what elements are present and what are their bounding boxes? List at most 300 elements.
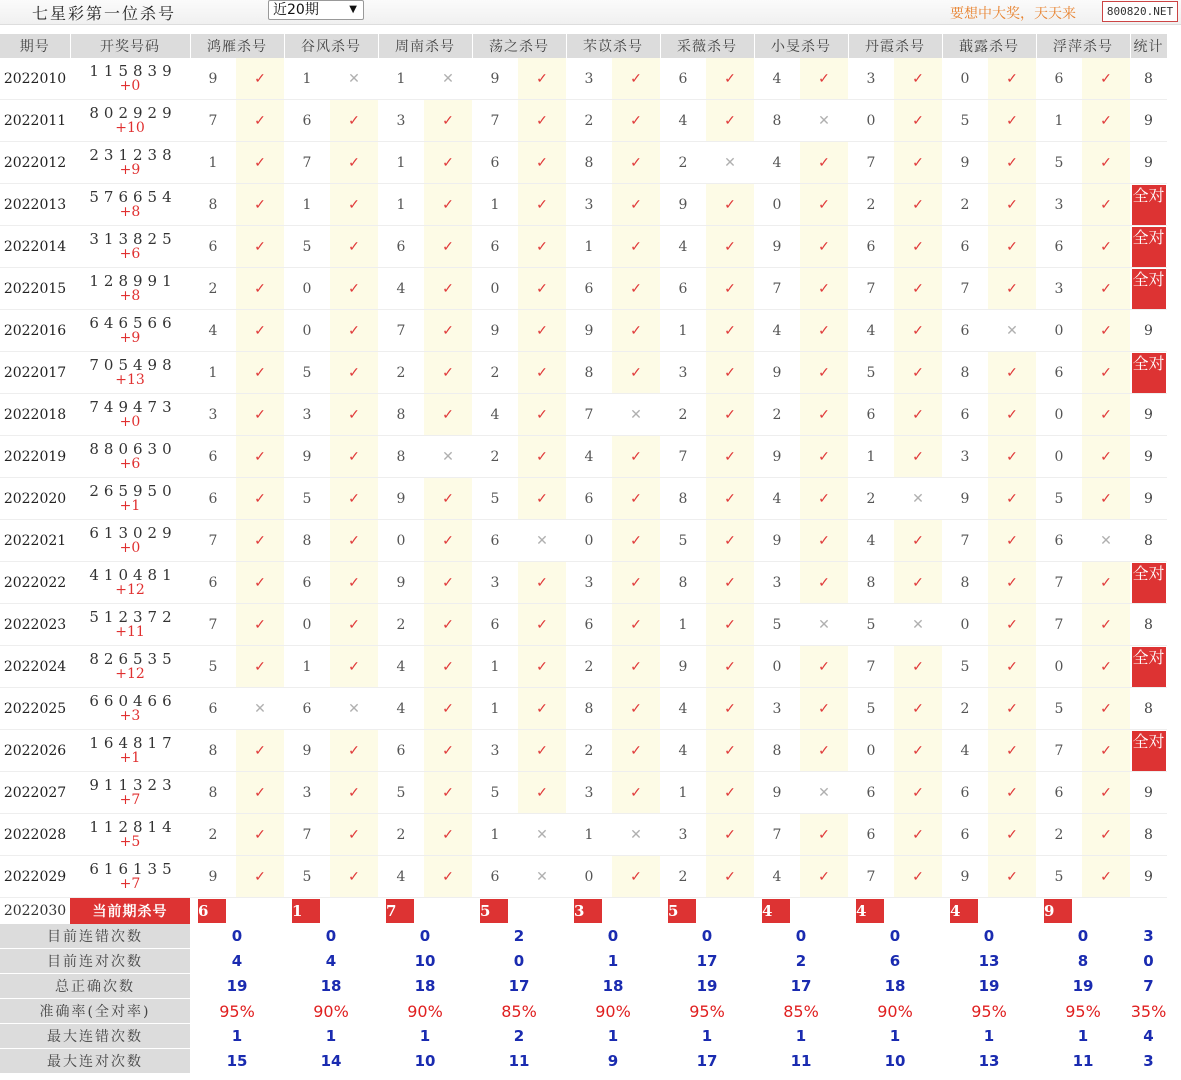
summary-value: 0 [1077, 927, 1089, 945]
check-icon: ✓ [706, 562, 754, 604]
kill-number-cell: 8 [284, 520, 330, 562]
kill-number-cell: 2 [754, 394, 800, 436]
check-icon: ✓ [988, 436, 1036, 478]
table-row [0, 814, 1167, 856]
check-icon: ✓ [424, 814, 472, 856]
period-cell: 2022016 [0, 310, 70, 352]
summary-value-cell [754, 1024, 848, 1049]
kill-number-cell: 2 [472, 436, 518, 478]
kill-number-cell: 2 [378, 604, 424, 646]
current-kill-number: 6 [198, 899, 226, 923]
check-icon: ✓ [1082, 226, 1130, 268]
check-icon: ✓ [800, 226, 848, 268]
kill-number-cell: 6 [1036, 58, 1082, 100]
current-kill-number: 4 [856, 899, 884, 923]
kill-number-cell: 4 [848, 520, 894, 562]
check-icon: ✓ [330, 352, 378, 394]
kill-number-cell: 0 [284, 310, 330, 352]
kill-number-cell: 8 [660, 562, 706, 604]
check-icon: ✓ [330, 184, 378, 226]
table-row [0, 562, 1167, 604]
check-icon: ✓ [236, 142, 284, 184]
summary-value-cell [848, 1049, 942, 1074]
check-icon: ✓ [800, 646, 848, 688]
summary-value-cell [942, 1049, 1036, 1074]
check-icon: ✓ [1082, 352, 1130, 394]
kill-number-cell: 5 [660, 520, 706, 562]
summary-value-cell [754, 974, 848, 999]
kill-number-cell: 9 [190, 58, 236, 100]
period-range-select[interactable] [268, 0, 364, 20]
kill-number-cell: 5 [1036, 688, 1082, 730]
kill-number-cell: 6 [848, 226, 894, 268]
summary-value: 1 [795, 1027, 807, 1045]
kill-number-cell: 0 [284, 268, 330, 310]
kill-number-cell: 7 [848, 646, 894, 688]
kill-number-cell: 8 [566, 142, 612, 184]
kill-number-cell: 3 [284, 394, 330, 436]
table-row [0, 730, 1167, 772]
kill-number-cell: 3 [566, 562, 612, 604]
check-icon: ✓ [330, 478, 378, 520]
summary-value-cell [284, 949, 378, 974]
kill-number-cell: 7 [848, 856, 894, 898]
current-kill-cell [660, 898, 754, 925]
check-icon: ✓ [1082, 142, 1130, 184]
check-icon: ✓ [800, 688, 848, 730]
winning-number-cell [70, 562, 190, 604]
kill-number-cell: 1 [378, 184, 424, 226]
summary-value-cell [284, 1024, 378, 1049]
kill-number-cell: 5 [472, 478, 518, 520]
col-header-expert: 采薇杀号 [660, 34, 754, 58]
cross-icon: ✕ [424, 58, 472, 100]
period-cell: 2022026 [0, 730, 70, 772]
summary-value: 85% [783, 1001, 819, 1021]
check-icon: ✓ [612, 646, 660, 688]
check-icon: ✓ [236, 226, 284, 268]
summary-value-cell [848, 1024, 942, 1049]
summary-value-cell [1036, 949, 1130, 974]
kill-number-cell: 3 [754, 688, 800, 730]
summary-value: 2 [513, 1027, 525, 1045]
check-icon: ✓ [1082, 58, 1130, 100]
check-icon: ✓ [424, 100, 472, 142]
current-kill-number: 1 [292, 899, 320, 923]
winning-number-cell [70, 814, 190, 856]
check-icon: ✓ [706, 436, 754, 478]
check-icon: ✓ [800, 268, 848, 310]
summary-value-cell [566, 999, 660, 1024]
winning-number-cell [70, 142, 190, 184]
summary-value: 19 [696, 977, 718, 995]
summary-stat-value: 3 [1143, 1052, 1154, 1070]
summary-value-cell [660, 924, 754, 949]
summary-value-cell [472, 974, 566, 999]
kill-number-cell: 8 [754, 730, 800, 772]
period-cell: 2022023 [0, 604, 70, 646]
kill-number-cell: 3 [472, 730, 518, 772]
summary-value-cell [660, 974, 754, 999]
cross-icon: ✕ [330, 58, 378, 100]
summary-value: 1 [231, 1027, 243, 1045]
kill-number-cell: 4 [660, 730, 706, 772]
check-icon: ✓ [518, 646, 566, 688]
table-row [0, 100, 1167, 142]
winning-digits: 613029 [89, 523, 177, 542]
kill-number-cell: 7 [754, 814, 800, 856]
table-row [0, 394, 1167, 436]
check-icon: ✓ [706, 100, 754, 142]
summary-value: 19 [1072, 977, 1094, 995]
check-icon: ✓ [612, 310, 660, 352]
summary-value: 1 [983, 1027, 995, 1045]
check-icon: ✓ [330, 562, 378, 604]
summary-value-cell [754, 999, 848, 1024]
kill-number-cell: 5 [942, 646, 988, 688]
winning-span-value: +1 [119, 497, 141, 514]
summary-value: 0 [607, 927, 619, 945]
check-icon: ✓ [236, 268, 284, 310]
summary-value-cell [942, 999, 1036, 1024]
summary-value: 10 [414, 952, 436, 970]
winning-span-value: +7 [119, 875, 141, 892]
summary-value: 18 [884, 977, 906, 995]
kill-number-cell: 4 [660, 226, 706, 268]
summary-value: 9 [607, 1052, 619, 1070]
check-icon: ✓ [612, 772, 660, 814]
check-icon: ✓ [612, 184, 660, 226]
kill-number-cell: 1 [284, 58, 330, 100]
kill-number-cell: 6 [1036, 520, 1082, 562]
check-icon: ✓ [518, 310, 566, 352]
check-icon: ✓ [518, 730, 566, 772]
table-row [0, 856, 1167, 898]
check-icon: ✓ [518, 478, 566, 520]
winning-digits: 164817 [89, 733, 177, 752]
kill-number-cell: 4 [378, 688, 424, 730]
kill-number-cell: 7 [190, 520, 236, 562]
summary-value: 0 [795, 927, 807, 945]
check-icon: ✓ [424, 478, 472, 520]
check-icon: ✓ [706, 730, 754, 772]
summary-value: 11 [1072, 1052, 1094, 1070]
winning-digits: 705498 [89, 355, 177, 374]
summary-value: 0 [513, 952, 525, 970]
check-icon: ✓ [424, 730, 472, 772]
cross-icon: ✕ [612, 814, 660, 856]
kill-number-cell: 6 [190, 478, 236, 520]
winning-digits: 826535 [89, 649, 177, 668]
kill-number-cell: 3 [660, 814, 706, 856]
kill-number-cell: 2 [848, 478, 894, 520]
table-row [0, 646, 1167, 688]
winning-digits: 880630 [89, 439, 177, 458]
summary-value-cell [284, 974, 378, 999]
check-icon: ✓ [706, 772, 754, 814]
winning-digits: 911323 [89, 775, 177, 794]
stat-cell: 9 [1130, 100, 1167, 142]
check-icon: ✓ [330, 520, 378, 562]
winning-digits: 128991 [89, 271, 177, 290]
winning-span-value: +1 [119, 749, 141, 766]
summary-row [0, 1024, 1167, 1049]
check-icon: ✓ [236, 394, 284, 436]
check-icon: ✓ [894, 814, 942, 856]
winning-number-cell [70, 184, 190, 226]
winning-digits: 115839 [89, 61, 177, 80]
kill-number-cell: 6 [472, 856, 518, 898]
check-icon: ✓ [988, 646, 1036, 688]
kill-number-cell: 2 [942, 688, 988, 730]
kill-number-cell: 5 [1036, 478, 1082, 520]
check-icon: ✓ [518, 142, 566, 184]
kill-number-cell: 1 [660, 604, 706, 646]
summary-value-cell [942, 924, 1036, 949]
summary-row [0, 974, 1167, 999]
stat-cell: 9 [1130, 142, 1167, 184]
all-correct-badge: 全对 [1132, 227, 1166, 267]
kill-number-cell: 9 [378, 478, 424, 520]
col-header-stats: 统计 [1130, 34, 1167, 58]
kill-number-cell: 5 [942, 100, 988, 142]
check-icon: ✓ [424, 226, 472, 268]
check-icon: ✓ [424, 856, 472, 898]
check-icon: ✓ [330, 856, 378, 898]
current-kill-cell [566, 898, 660, 925]
summary-value: 17 [696, 1052, 718, 1070]
winning-span-value: +0 [119, 413, 141, 430]
period-cell: 2022024 [0, 646, 70, 688]
kill-number-cell: 7 [942, 268, 988, 310]
winning-number-cell [70, 730, 190, 772]
period-cell: 2022021 [0, 520, 70, 562]
kill-number-cell: 8 [566, 352, 612, 394]
all-correct-badge: 全对 [1132, 269, 1166, 309]
check-icon: ✓ [518, 352, 566, 394]
check-icon: ✓ [518, 100, 566, 142]
winning-digits: 802929 [89, 103, 177, 122]
kill-number-cell: 7 [1036, 562, 1082, 604]
kill-number-cell: 0 [1036, 394, 1082, 436]
winning-span-value: +0 [119, 77, 141, 94]
kill-number-cell: 0 [848, 730, 894, 772]
dropdown-arrow-icon: ▼ [349, 4, 357, 15]
check-icon: ✓ [612, 58, 660, 100]
summary-row [0, 949, 1167, 974]
cross-icon: ✕ [800, 772, 848, 814]
winning-digits: 265950 [89, 481, 177, 500]
check-icon: ✓ [612, 604, 660, 646]
kill-number-cell: 9 [284, 730, 330, 772]
check-icon: ✓ [706, 814, 754, 856]
check-icon: ✓ [424, 184, 472, 226]
summary-value-cell [566, 1049, 660, 1074]
check-icon: ✓ [330, 226, 378, 268]
check-icon: ✓ [706, 352, 754, 394]
kill-number-cell: 6 [848, 772, 894, 814]
summary-value: 0 [701, 927, 713, 945]
summary-value: 95% [1065, 1001, 1101, 1021]
period-cell: 2022017 [0, 352, 70, 394]
summary-value: 95% [689, 1001, 725, 1021]
summary-value-cell [942, 949, 1036, 974]
winning-number-cell [70, 436, 190, 478]
kill-number-cell: 1 [284, 646, 330, 688]
check-icon: ✓ [236, 352, 284, 394]
summary-value: 10 [414, 1052, 436, 1070]
summary-value: 6 [889, 952, 901, 970]
check-icon: ✓ [612, 226, 660, 268]
kill-number-cell: 6 [942, 814, 988, 856]
kill-number-cell: 2 [942, 184, 988, 226]
summary-value-cell [284, 999, 378, 1024]
summary-value: 11 [508, 1052, 530, 1070]
kill-number-cell: 2 [566, 100, 612, 142]
check-icon: ✓ [612, 436, 660, 478]
summary-value: 0 [983, 927, 995, 945]
winning-span-value: +10 [115, 119, 145, 136]
kill-number-cell: 1 [660, 310, 706, 352]
kill-number-cell: 7 [284, 142, 330, 184]
winning-digits: 616135 [89, 859, 177, 878]
current-kill-cell [848, 898, 942, 925]
check-icon: ✓ [612, 520, 660, 562]
check-icon: ✓ [1082, 478, 1130, 520]
summary-value-cell [942, 1024, 1036, 1049]
summary-value: 0 [325, 927, 337, 945]
summary-value: 1 [701, 1027, 713, 1045]
check-icon: ✓ [706, 310, 754, 352]
check-icon: ✓ [988, 814, 1036, 856]
summary-stat-cell [1130, 924, 1167, 949]
summary-row [0, 924, 1167, 949]
kill-number-table [0, 34, 1168, 1074]
kill-number-cell: 9 [472, 310, 518, 352]
site-badge[interactable]: 800820.NET [1102, 1, 1178, 22]
kill-number-cell: 0 [942, 58, 988, 100]
kill-number-cell: 6 [472, 142, 518, 184]
kill-number-cell: 5 [1036, 142, 1082, 184]
winning-digits: 749473 [89, 397, 177, 416]
kill-number-cell: 7 [1036, 604, 1082, 646]
check-icon: ✓ [706, 856, 754, 898]
kill-number-cell: 4 [754, 142, 800, 184]
summary-value-cell [472, 1049, 566, 1074]
summary-value-cell [472, 949, 566, 974]
kill-number-cell: 7 [942, 520, 988, 562]
summary-value: 1 [1077, 1027, 1089, 1045]
winning-number-cell [70, 268, 190, 310]
check-icon: ✓ [988, 772, 1036, 814]
kill-number-cell: 1 [566, 814, 612, 856]
summary-value: 4 [325, 952, 337, 970]
slogan-text: 要想中大奖，天天来 [950, 6, 1076, 22]
check-icon: ✓ [894, 310, 942, 352]
check-icon: ✓ [1082, 688, 1130, 730]
kill-number-cell: 5 [848, 688, 894, 730]
col-header-winning: 开奖号码 [70, 34, 190, 58]
summary-value-cell [284, 924, 378, 949]
kill-number-cell: 2 [660, 142, 706, 184]
current-kill-number: 9 [1044, 899, 1072, 923]
kill-number-cell: 5 [378, 772, 424, 814]
check-icon: ✓ [424, 352, 472, 394]
col-header-expert: 小旻杀号 [754, 34, 848, 58]
summary-value-cell [1036, 974, 1130, 999]
stat-cell [1130, 730, 1167, 772]
kill-number-cell: 2 [378, 814, 424, 856]
kill-number-cell: 4 [190, 310, 236, 352]
summary-value: 0 [889, 927, 901, 945]
kill-number-cell: 4 [754, 856, 800, 898]
check-icon: ✓ [330, 814, 378, 856]
kill-number-cell: 4 [754, 310, 800, 352]
summary-value-cell [660, 1049, 754, 1074]
check-icon: ✓ [988, 184, 1036, 226]
summary-value: 1 [419, 1027, 431, 1045]
page-title: 七星彩第一位杀号 [32, 4, 177, 23]
summary-value: 8 [1077, 952, 1089, 970]
kill-number-cell: 3 [378, 100, 424, 142]
current-kill-label: 当前期杀号 [70, 898, 190, 925]
check-icon: ✓ [894, 352, 942, 394]
summary-value: 13 [978, 952, 1000, 970]
check-icon: ✓ [988, 730, 1036, 772]
check-icon: ✓ [800, 478, 848, 520]
kill-number-cell: 6 [848, 394, 894, 436]
kill-number-cell: 1 [472, 814, 518, 856]
kill-number-cell: 2 [660, 856, 706, 898]
check-icon: ✓ [612, 562, 660, 604]
check-icon: ✓ [236, 814, 284, 856]
kill-number-cell: 2 [848, 184, 894, 226]
check-icon: ✓ [706, 520, 754, 562]
summary-label: 最大连对次数 [0, 1049, 190, 1074]
col-header-expert: 鸿雁杀号 [190, 34, 284, 58]
check-icon: ✓ [612, 100, 660, 142]
check-icon: ✓ [236, 310, 284, 352]
kill-number-cell: 4 [754, 478, 800, 520]
check-icon: ✓ [800, 142, 848, 184]
stat-cell: 9 [1130, 856, 1167, 898]
kill-number-cell: 0 [848, 100, 894, 142]
summary-value-cell [1036, 1049, 1130, 1074]
period-cell: 2022013 [0, 184, 70, 226]
kill-number-cell: 5 [472, 772, 518, 814]
stat-cell [1130, 562, 1167, 604]
check-icon: ✓ [330, 436, 378, 478]
check-icon: ✓ [800, 184, 848, 226]
check-icon: ✓ [894, 394, 942, 436]
summary-value-cell [190, 1049, 284, 1074]
col-header-expert: 蕺露杀号 [942, 34, 1036, 58]
check-icon: ✓ [424, 604, 472, 646]
summary-value: 90% [877, 1001, 913, 1021]
check-icon: ✓ [236, 772, 284, 814]
check-icon: ✓ [518, 268, 566, 310]
cross-icon: ✕ [988, 310, 1036, 352]
summary-value-cell [848, 999, 942, 1024]
check-icon: ✓ [706, 184, 754, 226]
summary-value: 2 [513, 927, 525, 945]
check-icon: ✓ [800, 730, 848, 772]
check-icon: ✓ [236, 478, 284, 520]
check-icon: ✓ [988, 142, 1036, 184]
table-row [0, 142, 1167, 184]
summary-value: 17 [790, 977, 812, 995]
kill-number-cell: 6 [1036, 772, 1082, 814]
